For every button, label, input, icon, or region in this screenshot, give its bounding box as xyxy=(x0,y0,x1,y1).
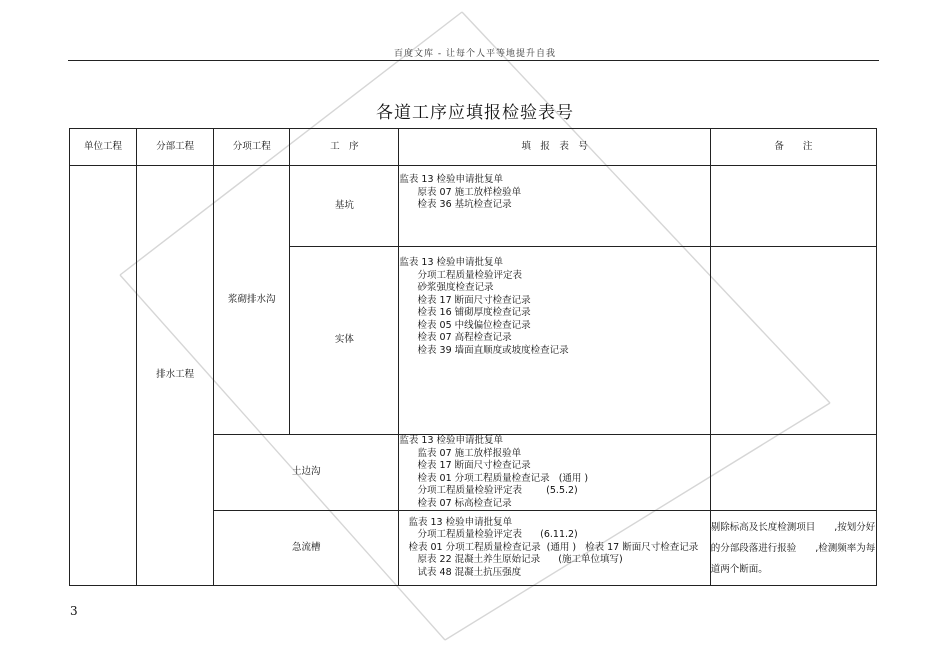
column-header: 单位工程 xyxy=(70,129,137,166)
form-line: 检表 07 高程检查记录 xyxy=(399,332,512,343)
column-header: 分项工程 xyxy=(214,129,290,166)
form-line: 分项工程质量检验评定表 (6.11.2) xyxy=(399,529,578,541)
form-line: 检表 17 断面尺寸检查记录 xyxy=(399,460,531,471)
site-header-text: 百度文库 - 让每个人平等地提升自我 xyxy=(394,49,556,59)
form-line: 检表 36 基坑检查记录 xyxy=(399,199,512,210)
form-line: 砂浆强度检查记录 xyxy=(399,282,494,293)
column-header: 工 序 xyxy=(290,129,399,166)
table-row xyxy=(70,166,877,247)
form-line: 分项工程质量检验评定表 (5.5.2) xyxy=(399,485,578,496)
forms-cell xyxy=(399,435,710,511)
subitem-cell: 急流槽 xyxy=(214,511,399,586)
remark-cell xyxy=(710,166,876,247)
form-line: 试表 48 混凝土抗压强度 xyxy=(399,566,522,578)
form-line: 监表 13 检验申请批复单 xyxy=(399,435,504,446)
form-line: 监表 13 检验申请批复单 xyxy=(399,174,504,185)
form-line: 检表 01 分项工程质量检查记录 (通用 ) 检表 17 断面尺寸检查记录 xyxy=(399,541,699,553)
subitem-cell: 土边沟 xyxy=(214,435,399,511)
form-line: 分项工程质量检验评定表 xyxy=(399,269,523,281)
forms-cell xyxy=(399,511,710,586)
form-line: 检表 07 标高检查记录 xyxy=(399,497,512,509)
unit-project-cell xyxy=(70,166,137,586)
process-cell: 实体 xyxy=(290,247,399,435)
form-line: 检表 17 断面尺寸检查记录 xyxy=(399,294,531,306)
inspection-form-table xyxy=(69,128,877,586)
remark-cell: 剔除标高及长度检测项目 ,按划分好的分部段落进行报验 ,检测频率为每道两个断面。 xyxy=(710,511,876,586)
column-header: 备 注 xyxy=(710,129,876,166)
remark-cell xyxy=(710,435,876,511)
subitem-cell: 浆砌排水沟 xyxy=(214,166,290,435)
form-line: 监表 13 检验申请批复单 xyxy=(399,257,504,268)
forms-cell xyxy=(399,247,710,435)
table-header-row xyxy=(70,129,877,166)
process-cell: 基坑 xyxy=(290,166,399,247)
form-line: 监表 07 施工放样报验单 xyxy=(399,447,522,459)
column-header: 分部工程 xyxy=(137,129,214,166)
form-line: 原表 07 施工放样检验单 xyxy=(399,186,522,198)
remark-cell xyxy=(710,247,876,435)
form-line: 检表 05 中线偏位检查记录 xyxy=(399,319,531,331)
form-line: 监表 13 检验申请批复单 xyxy=(399,516,513,528)
form-line: 原表 22 混凝土养生原始记录 (施工单位填写) xyxy=(399,554,623,566)
header-rule xyxy=(68,60,879,61)
form-line: 检表 39 墙面直顺度或坡度检查记录 xyxy=(399,344,569,356)
form-line: 检表 01 分项工程质量检查记录 (通用 ) xyxy=(399,472,589,484)
form-line: 检表 16 铺砌厚度检查记录 xyxy=(399,307,531,318)
forms-cell xyxy=(399,166,710,247)
document-title: 各道工序应填报检验表号 xyxy=(376,103,574,123)
column-header: 填 报 表 号 xyxy=(399,129,710,166)
division-project-cell: 排水工程 xyxy=(137,166,214,586)
page-number: 3 xyxy=(70,604,78,618)
